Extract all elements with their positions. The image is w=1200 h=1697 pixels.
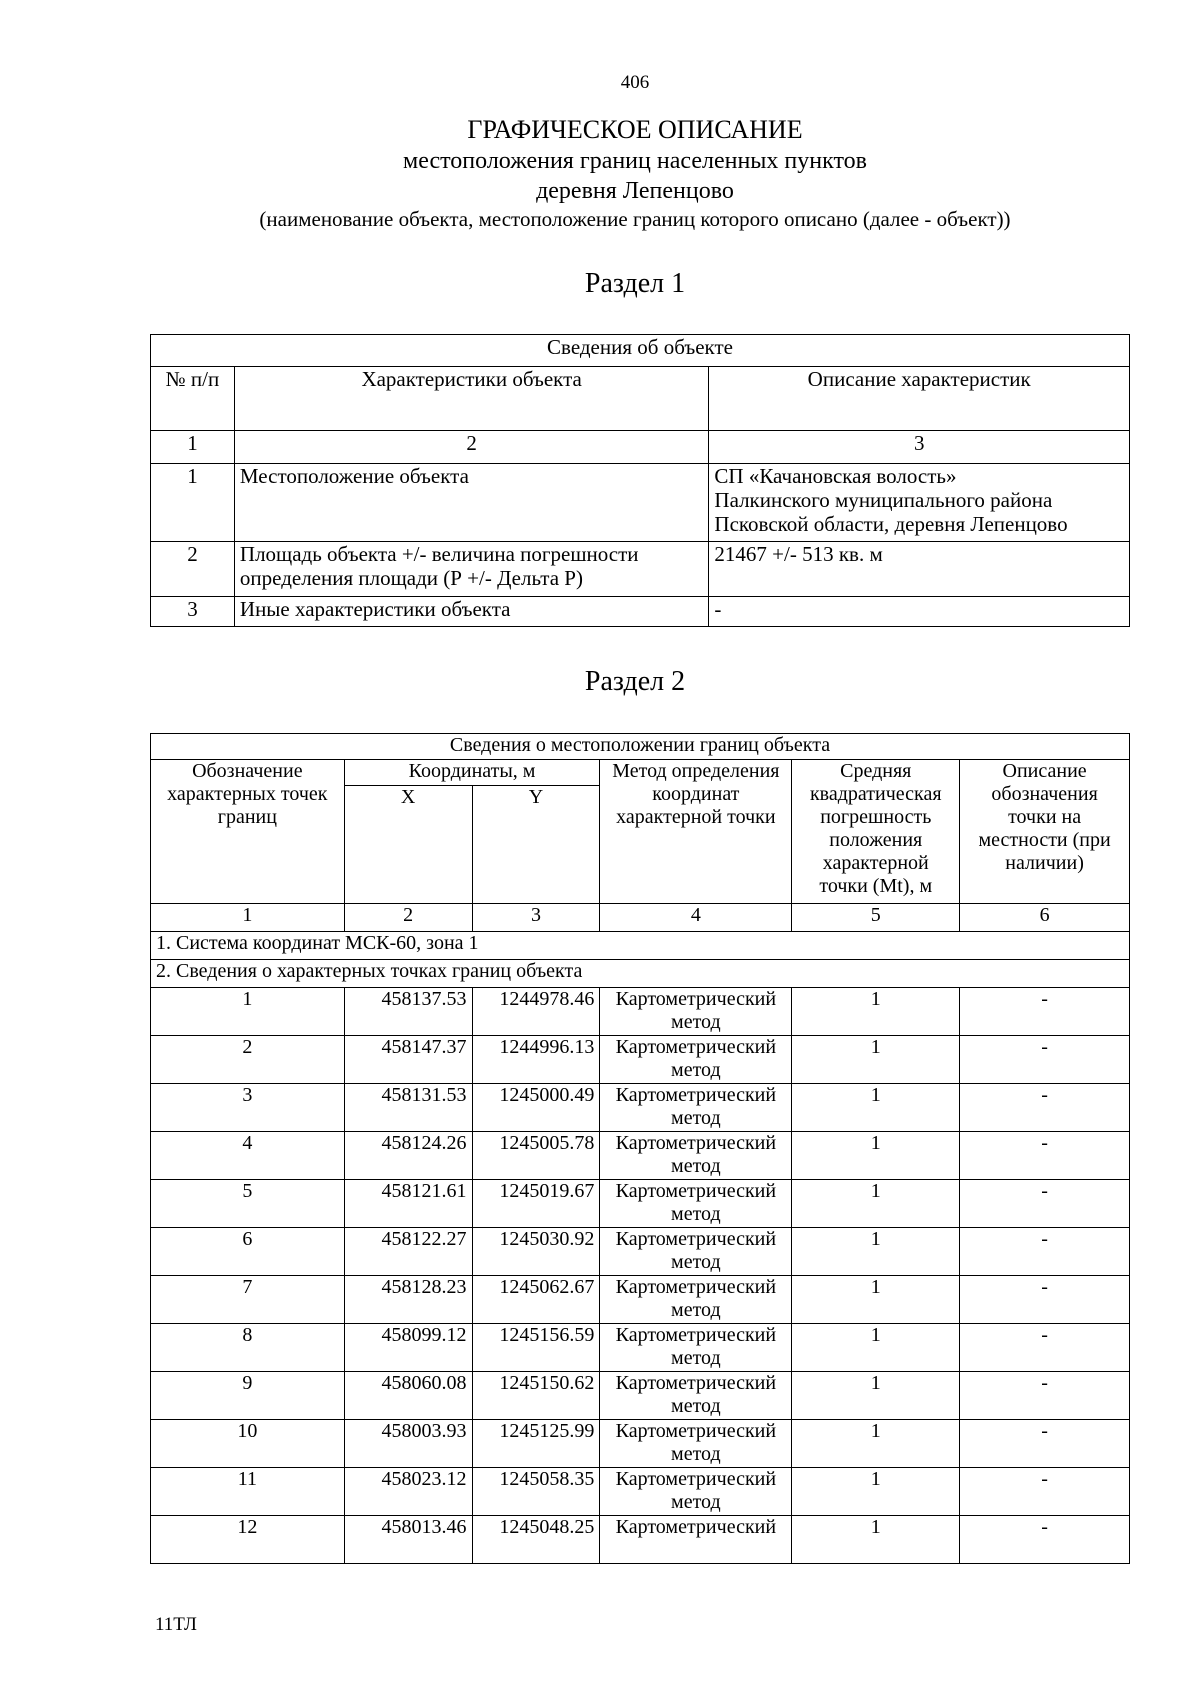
point-method: Картометрический метод: [600, 1180, 792, 1228]
point-description: -: [960, 1516, 1130, 1564]
point-y: 1244978.46: [472, 988, 600, 1036]
section2-heading: Раздел 2: [584, 666, 686, 697]
point-y: 1245019.67: [472, 1180, 600, 1228]
header-error: Средняя квадратическая погрешность положения характерной точки (Mt), м: [792, 760, 960, 904]
point-description: -: [960, 1084, 1130, 1132]
title-note: (наименование объекта, местоположение границ которого описано (далее - объект)): [259, 207, 1011, 231]
row-description: -: [709, 597, 1130, 627]
coordinate-system: 1. Система координат МСК-60, зона 1: [151, 932, 1130, 960]
point-y: 1245005.78: [472, 1132, 600, 1180]
table-row: [151, 1084, 1130, 1132]
point-method: Картометрический метод: [600, 1468, 792, 1516]
point-number: 1: [151, 988, 345, 1036]
header-num: № п/п: [151, 367, 235, 431]
row-num: 2: [151, 542, 235, 597]
header-y: Y: [472, 786, 600, 904]
row-description: 21467 +/- 513 кв. м: [709, 542, 1130, 597]
point-number: 4: [151, 1132, 345, 1180]
point-y: 1245000.49: [472, 1084, 600, 1132]
point-mt: 1: [792, 1180, 960, 1228]
row-characteristic: Местоположение объекта: [234, 464, 709, 542]
point-mt: 1: [792, 1084, 960, 1132]
col-number: 1: [151, 904, 345, 932]
point-x: 458013.46: [344, 1516, 472, 1564]
table-row: [151, 1516, 1130, 1564]
point-method: Картометрический метод: [600, 1276, 792, 1324]
header-coords: Координаты, м: [344, 760, 600, 786]
col-number: 2: [344, 904, 472, 932]
point-mt: 1: [792, 1468, 960, 1516]
point-number: 5: [151, 1180, 345, 1228]
point-y: 1245048.25: [472, 1516, 600, 1564]
table-row: [151, 1420, 1130, 1468]
point-y: 1245156.59: [472, 1324, 600, 1372]
header-point-description: Описание обозначения точки на местности (при наличии): [960, 760, 1130, 904]
point-mt: 1: [792, 1420, 960, 1468]
table-row: [151, 1324, 1130, 1372]
col-number: 3: [472, 904, 600, 932]
point-mt: 1: [792, 1132, 960, 1180]
point-method: Картометрический метод: [600, 1228, 792, 1276]
point-y: 1245125.99: [472, 1420, 600, 1468]
table-row: [151, 1468, 1130, 1516]
col-number: 2: [234, 431, 709, 464]
description-line: СП «Качановская волость»: [714, 464, 957, 488]
point-y: 1245062.67: [472, 1276, 600, 1324]
point-method: Картометрический метод: [600, 1132, 792, 1180]
description-line: Псковской области, деревня Лепенцово: [714, 512, 1068, 536]
point-x: 458124.26: [344, 1132, 472, 1180]
point-x: 458147.37: [344, 1036, 472, 1084]
header-designation: Обозначение характерных точек границ: [151, 760, 345, 904]
row-num: 3: [151, 597, 235, 627]
point-y: 1244996.13: [472, 1036, 600, 1084]
row-num: 1: [151, 464, 235, 542]
point-x: 458060.08: [344, 1372, 472, 1420]
point-x: 458121.61: [344, 1180, 472, 1228]
point-description: -: [960, 1324, 1130, 1372]
title-line2: местоположения границ населенных пунктов: [403, 148, 867, 174]
point-number: 12: [151, 1516, 345, 1564]
col-number: 5: [792, 904, 960, 932]
point-description: -: [960, 1468, 1130, 1516]
footer-code: 11ТЛ: [155, 1614, 197, 1635]
point-method: Картометрический метод: [600, 1036, 792, 1084]
point-mt: 1: [792, 1516, 960, 1564]
table-row: [151, 1228, 1130, 1276]
table-row: [151, 542, 1130, 597]
object-info-table: [150, 334, 1130, 627]
table-row: [151, 1372, 1130, 1420]
point-x: 458137.53: [344, 988, 472, 1036]
table-row: [151, 1276, 1130, 1324]
table-row: [151, 988, 1130, 1036]
point-number: 7: [151, 1276, 345, 1324]
point-description: -: [960, 1132, 1130, 1180]
point-y: 1245150.62: [472, 1372, 600, 1420]
point-method: Картометрический метод: [600, 1372, 792, 1420]
point-description: -: [960, 988, 1130, 1036]
description-line: Палкинского муниципального района: [714, 488, 1053, 512]
row-characteristic: Иные характеристики объекта: [234, 597, 709, 627]
point-x: 458128.23: [344, 1276, 472, 1324]
point-method: Картометрический метод: [600, 1324, 792, 1372]
title-main: ГРАФИЧЕСКОЕ ОПИСАНИЕ: [467, 115, 803, 144]
row-description: [709, 464, 1130, 542]
point-number: 9: [151, 1372, 345, 1420]
point-mt: 1: [792, 988, 960, 1036]
point-description: -: [960, 1372, 1130, 1420]
col-number: 4: [600, 904, 792, 932]
point-mt: 1: [792, 1324, 960, 1372]
point-method: Картометрический метод: [600, 1084, 792, 1132]
point-number: 11: [151, 1468, 345, 1516]
point-number: 2: [151, 1036, 345, 1084]
point-y: 1245058.35: [472, 1468, 600, 1516]
col-number: 3: [709, 431, 1130, 464]
point-mt: 1: [792, 1228, 960, 1276]
table-row: [151, 597, 1130, 627]
point-x: 458131.53: [344, 1084, 472, 1132]
point-x: 458099.12: [344, 1324, 472, 1372]
col-number: 1: [151, 431, 235, 464]
table-row: [151, 1132, 1130, 1180]
header-x: X: [344, 786, 472, 904]
point-mt: 1: [792, 1372, 960, 1420]
point-description: -: [960, 1036, 1130, 1084]
points-caption: 2. Сведения о характерных точках границ объекта: [151, 960, 1130, 988]
title-line3: деревня Лепенцово: [536, 178, 734, 204]
header-description: Описание характеристик: [709, 367, 1130, 431]
point-x: 458023.12: [344, 1468, 472, 1516]
point-mt: 1: [792, 1036, 960, 1084]
point-description: -: [960, 1180, 1130, 1228]
point-method: Картометрический метод: [600, 988, 792, 1036]
row-characteristic: Площадь объекта +/- величина погрешности определения площади (Р +/- Дельта Р): [234, 542, 709, 597]
point-x: 458122.27: [344, 1228, 472, 1276]
point-number: 3: [151, 1084, 345, 1132]
point-y: 1245030.92: [472, 1228, 600, 1276]
col-number: 6: [960, 904, 1130, 932]
point-number: 8: [151, 1324, 345, 1372]
page-number: 406: [620, 72, 650, 93]
header-method: Метод определения координат характерной точки: [600, 760, 792, 904]
point-description: -: [960, 1228, 1130, 1276]
point-number: 6: [151, 1228, 345, 1276]
point-number: 10: [151, 1420, 345, 1468]
table-row: [151, 464, 1130, 542]
point-description: -: [960, 1276, 1130, 1324]
table-row: [151, 1036, 1130, 1084]
boundary-points-table: [150, 733, 1130, 1564]
point-description: -: [960, 1420, 1130, 1468]
table-row: [151, 1180, 1130, 1228]
point-mt: 1: [792, 1276, 960, 1324]
point-method: Картометрический: [600, 1516, 792, 1564]
header-characteristics: Характеристики объекта: [234, 367, 709, 431]
point-method: Картометрический метод: [600, 1420, 792, 1468]
table2-caption: Сведения о местоположении границ объекта: [151, 734, 1130, 760]
point-x: 458003.93: [344, 1420, 472, 1468]
document-title: [0, 113, 1200, 233]
section1-heading: Раздел 1: [584, 268, 686, 299]
table1-caption: Сведения об объекте: [151, 335, 1130, 367]
